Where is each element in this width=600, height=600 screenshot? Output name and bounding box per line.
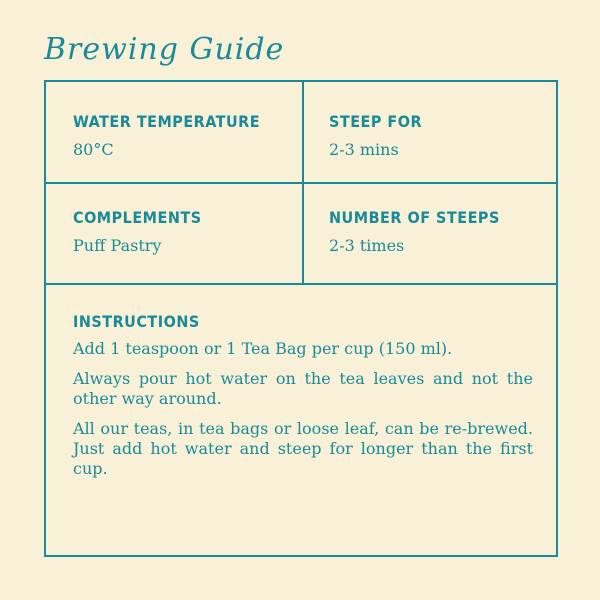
instruction-paragraph: Add 1 teaspoon or 1 Tea Bag per cup (150 ml). [73,339,453,358]
water-temperature-cell [73,111,260,161]
instruction-paragraph: Always pour hot water on the tea leaves and not the other way around. [73,369,533,408]
brewing-guide-table [44,80,558,557]
steep-for-value: 2-3 mins [329,140,399,159]
water-temperature-label: WATER TEMPERATURE [73,112,261,131]
number-of-steeps-cell [329,207,500,257]
instructions-label: INSTRUCTIONS [73,312,200,331]
row-divider-top [46,182,556,184]
complements-value: Puff Pastry [73,236,162,255]
instruction-paragraph: All our teas, in tea bags or loose leaf, can be re-brewed. Just add hot water and steep for longer than the first cup. [73,419,533,478]
complements-cell [73,207,202,257]
number-of-steeps-label: NUMBER OF STEEPS [329,208,500,227]
row-divider-bottom [46,283,556,285]
number-of-steeps-value: 2-3 times [329,236,405,255]
instructions-section [73,311,533,479]
complements-label: COMPLEMENTS [73,208,202,227]
steep-for-cell [329,111,422,161]
page-title: Brewing Guide [44,32,285,67]
steep-for-label: STEEP FOR [329,112,423,131]
water-temperature-value: 80°C [73,140,114,159]
